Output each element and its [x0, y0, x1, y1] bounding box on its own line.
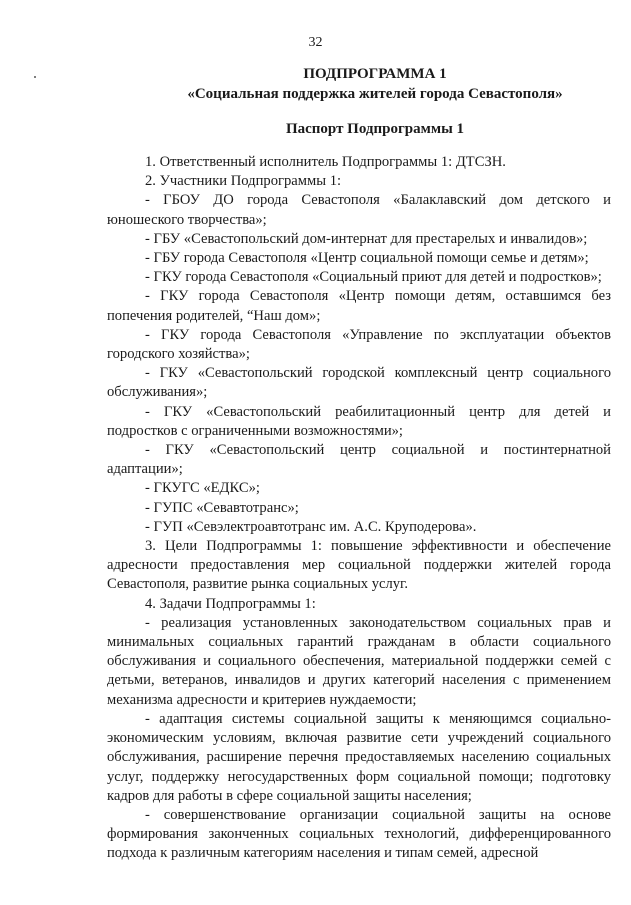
participant-item: - ГКУ города Севастополя «Центр помощи детям, оставшимся без попечения родителей, “Наш дом»;: [107, 288, 611, 324]
participant-item: - ГКУГС «ЕДКС»;: [145, 480, 260, 497]
subprogram-subtitle: «Социальная поддержка жителей города Севастополя»: [187, 86, 563, 102]
participant-item: - ГКУ «Севастопольский реабилитационный центр для детей и подростков с ограниченными возможностями»;: [107, 403, 611, 439]
passport-heading: Паспорт Подпрограммы 1: [285, 121, 465, 137]
task-item: - реализация установленных законодательством социальных прав и минимальных социальных гарантий гражданам в области социального обслуживания и социального обеспечения, материальной поддержки семей с детьми, ветеранов, инвалидов и других категорий населения с применением механизма адресности и критериев нуждаемости;: [107, 614, 611, 708]
participant-item: - ГУПС «Севавтотранс»;: [145, 499, 299, 516]
task-item: - совершенствование организации социальной защиты на основе формирования законченных социальных технологий, дифференцированного подхода к различным категориям населения и типам семей, адресной: [107, 806, 611, 862]
participant-item: - ГБУ города Севастополя «Центр социальной помощи семье и детям»;: [145, 250, 589, 267]
participant-item: - ГБУ «Севастопольский дом-интернат для престарелых и инвалидов»;: [145, 230, 588, 247]
paragraph-tasks-heading: 4. Задачи Подпрограммы 1:: [145, 595, 316, 612]
participant-item: - ГКУ города Севастополя «Социальный приют для детей и подростков»;: [145, 269, 602, 286]
subprogram-heading: ПОДПРОГРАММА 1: [303, 66, 447, 82]
participant-item: - ГБОУ ДО города Севастополя «Балаклавский дом детского и юношеского творчества»;: [107, 192, 611, 228]
paragraph-goals: 3. Цели Подпрограммы 1: повышение эффективности и обеспечение адресности предоставления мер социальной поддержки жителей города Севастополя, развитие рынка социальных услуг.: [107, 538, 611, 593]
document-body: [107, 153, 611, 864]
task-item: - адаптация системы социальной защиты к меняющимся социально-экономическим условиям, включая развитие сети учреждений социального обслуживания, расширение перечня предоставляемых населению социальных услуг, поддержку негосударственных форм социальной помощи; подготовку кадров для работы в сфере социальной защиты населения;: [107, 710, 611, 804]
participant-item: - ГКУ города Севастополя «Управление по эксплуатации объектов городского хозяйства»;: [107, 326, 611, 363]
participant-item: - ГКУ «Севастопольский центр социальной и постинтернатной адаптации»;: [107, 442, 611, 478]
paragraph-participants-heading: 2. Участники Подпрограммы 1:: [145, 173, 342, 190]
participant-item: - ГКУ «Севастопольский городской комплексный центр социального обслуживания»;: [107, 365, 611, 401]
paragraph-responsible: 1. Ответственный исполнитель Подпрограммы 1: ДТСЗН.: [145, 154, 506, 170]
page-number: 32: [308, 35, 323, 50]
participant-item: - ГУП «Севэлектроавтотранс им. А.С. Круподерова».: [145, 518, 477, 535]
